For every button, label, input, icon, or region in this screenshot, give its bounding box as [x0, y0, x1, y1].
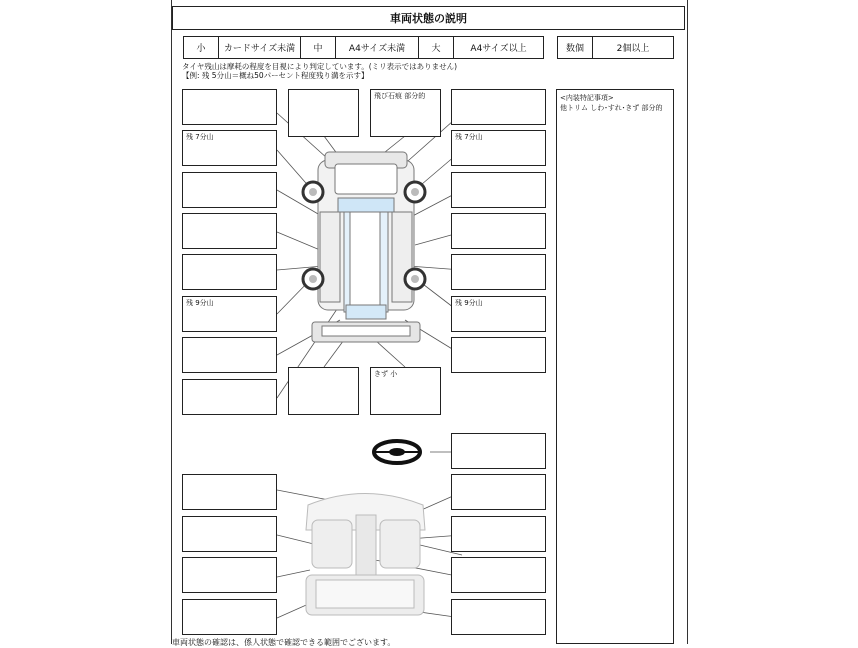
- front-center-label: 飛び石痕 部分的: [374, 92, 426, 100]
- bottom-note: 車両状態の確認は、係人状態で確認できる範囲でございます。: [172, 638, 396, 647]
- left-rear-tire-label: 残 9分山: [186, 299, 214, 307]
- rear-center-box: [370, 367, 441, 415]
- front-center-box: [370, 89, 441, 137]
- interior-left-box-4: [182, 599, 277, 635]
- left-box-8: [182, 379, 277, 415]
- left-box-3: [182, 172, 277, 208]
- car-top-view: [312, 152, 420, 342]
- rear-left-box: [288, 367, 359, 415]
- right-front-tire-label: 残 7分山: [455, 133, 483, 141]
- interior-right-box-1: [451, 474, 546, 510]
- left-rear-tire-box: [182, 296, 277, 332]
- size-key-large: 大: [418, 36, 454, 59]
- left-box-1: [182, 89, 277, 125]
- count-key: 数個: [557, 36, 593, 59]
- interior-left-box-1: [182, 474, 277, 510]
- tire-note-1: タイヤ残山は摩耗の程度を目視により判定しています。(ミリ表示ではありません): [182, 62, 458, 71]
- left-box-4: [182, 213, 277, 249]
- right-box-1: [451, 89, 546, 125]
- interior-heading: <内装特記事項>: [560, 94, 614, 102]
- left-front-tire-box: [182, 130, 277, 166]
- right-box-3: [451, 172, 546, 208]
- right-box-4: [451, 213, 546, 249]
- steering-wheel-icon: [374, 441, 420, 463]
- size-value-medium: A4サイズ未満: [335, 36, 419, 59]
- left-box-5: [182, 254, 277, 290]
- interior-left-box-3: [182, 557, 277, 593]
- interior-text: 他トリム しわ･すれ･きず 部分的: [560, 104, 663, 112]
- interior-right-box-2: [451, 516, 546, 552]
- page-title: 車両状態の説明: [172, 6, 685, 30]
- right-box-5: [451, 254, 546, 290]
- right-box-7: [451, 337, 546, 373]
- interior-left-box-2: [182, 516, 277, 552]
- right-rear-tire-label: 残 9分山: [455, 299, 483, 307]
- size-key-medium: 中: [300, 36, 336, 59]
- size-key-small: 小: [183, 36, 219, 59]
- count-value: 2個以上: [592, 36, 674, 59]
- size-value-large: A4サイズ以上: [453, 36, 544, 59]
- right-rear-tire-box: [451, 296, 546, 332]
- interior-right-box-3: [451, 557, 546, 593]
- car-interior-view: [306, 494, 425, 616]
- size-value-small: カードサイズ未満: [218, 36, 301, 59]
- interior-right-box-4: [451, 599, 546, 635]
- rear-center-label: きず 小: [374, 370, 398, 378]
- tire-note-2: 【例: 残 5分山＝概ね50パーセント程度残り溝を示す】: [182, 71, 369, 80]
- right-front-tire-box: [451, 130, 546, 166]
- steering-box: [451, 433, 546, 469]
- left-front-tire-label: 残 7分山: [186, 133, 214, 141]
- front-left-box: [288, 89, 359, 137]
- left-box-7: [182, 337, 277, 373]
